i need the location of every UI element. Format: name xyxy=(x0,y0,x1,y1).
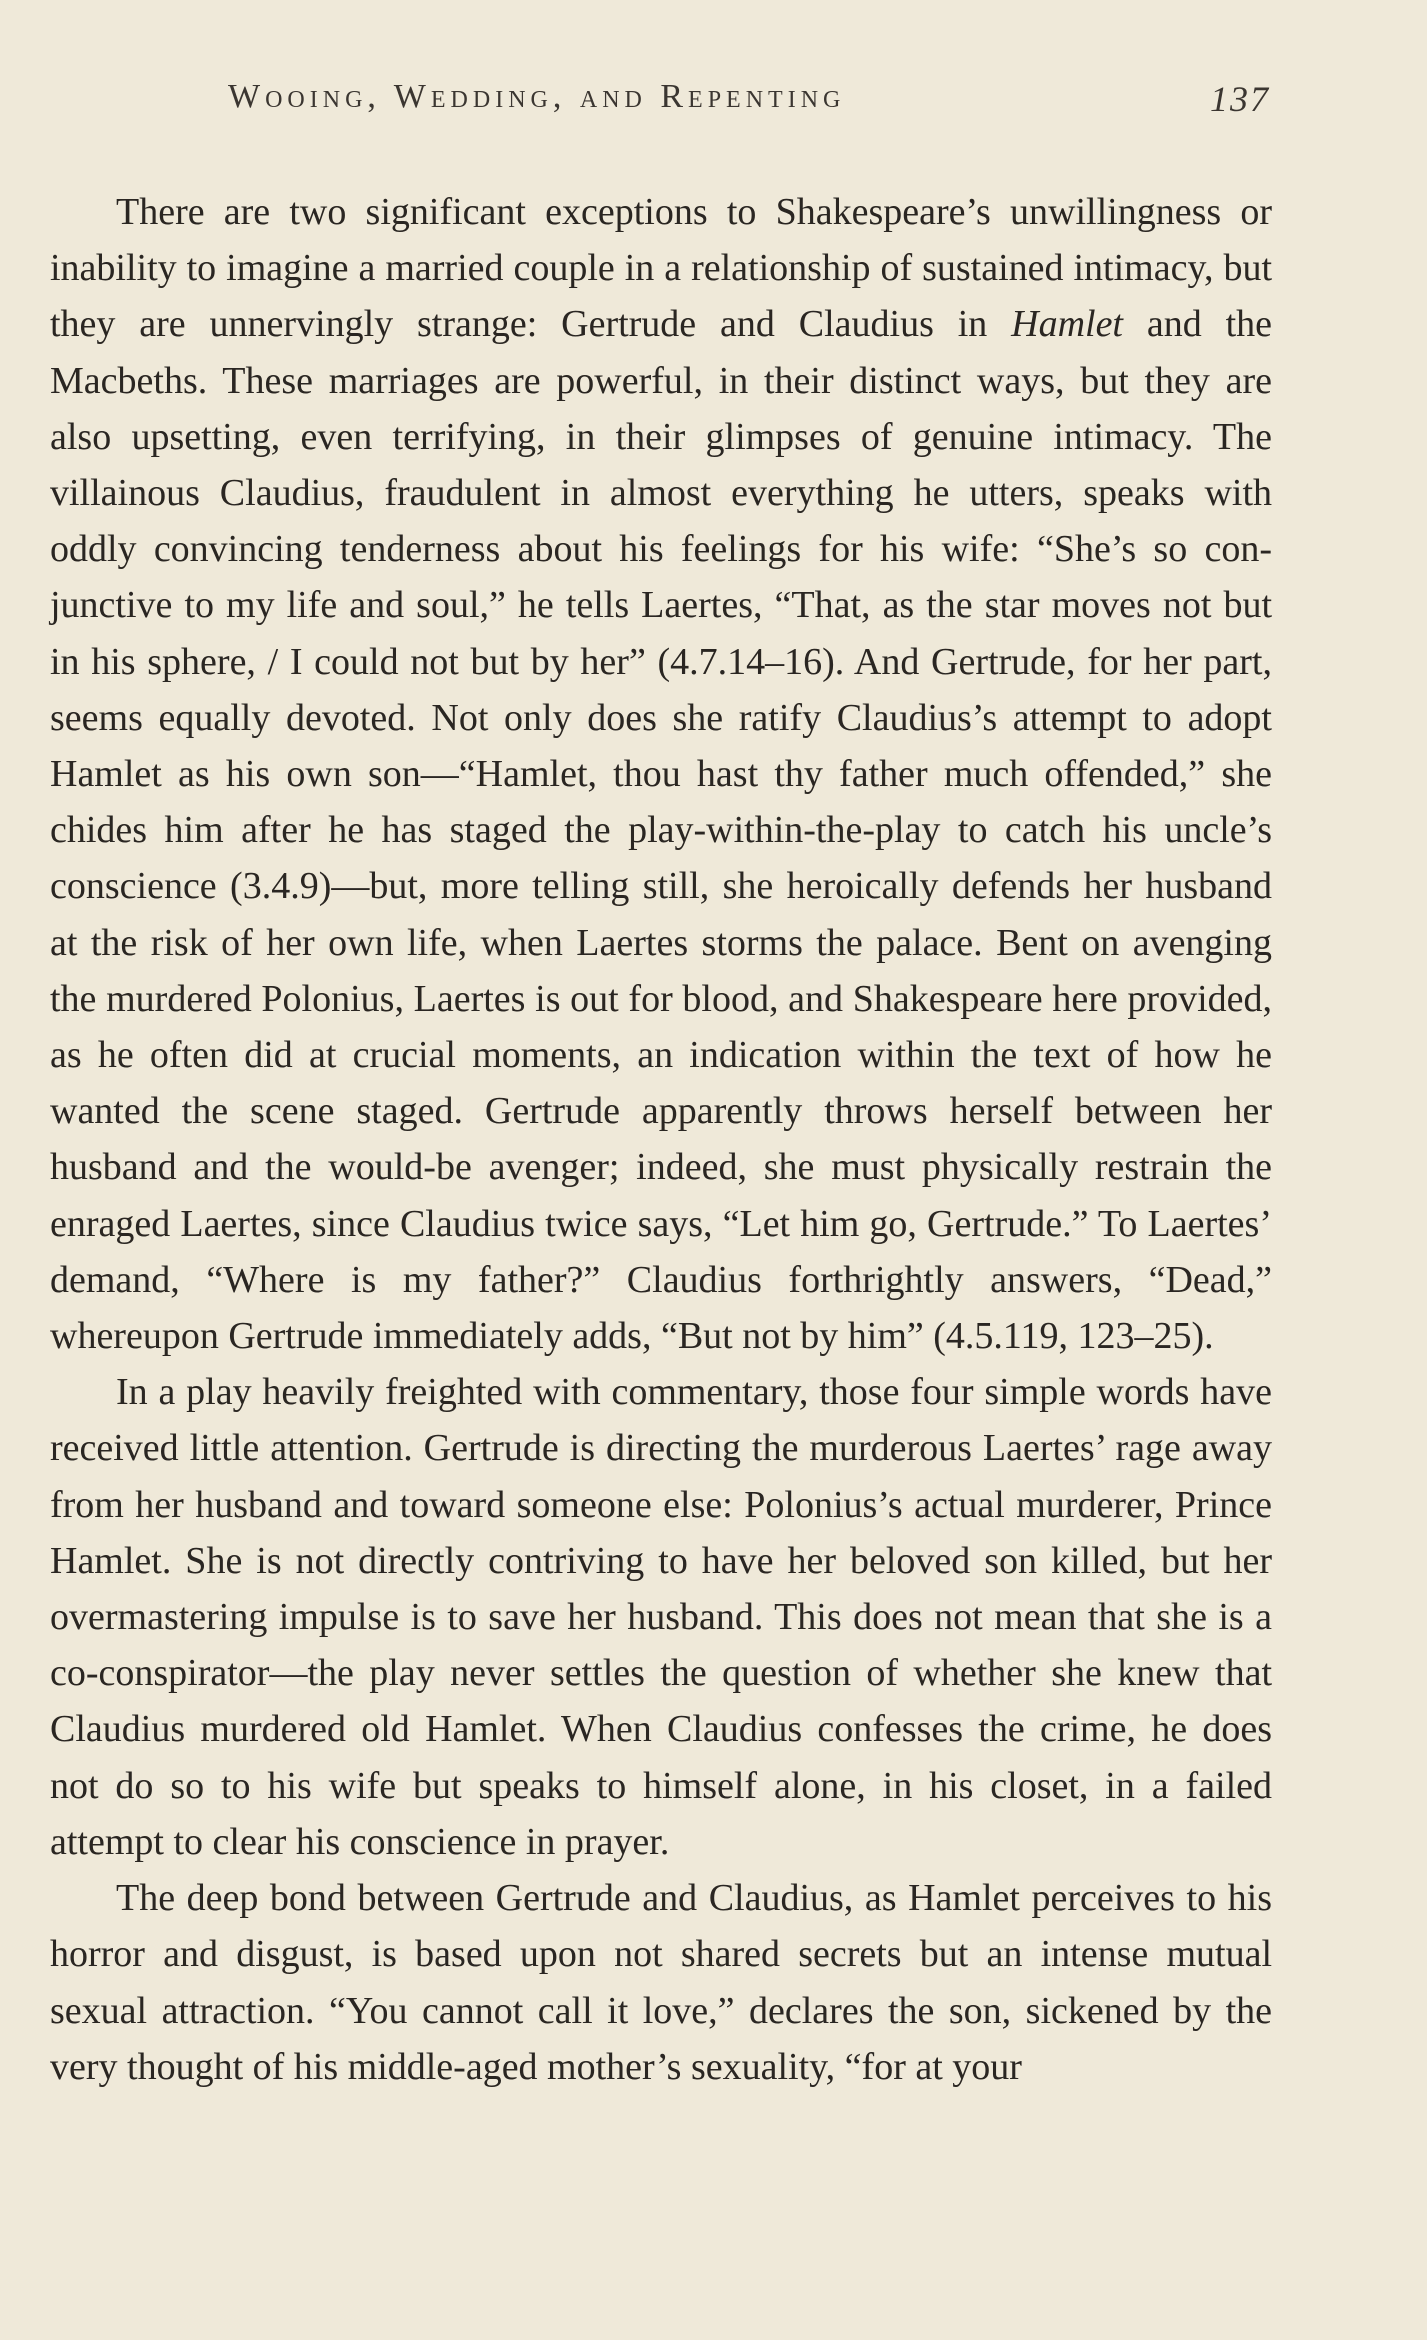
work-title-hamlet: Hamlet xyxy=(1011,303,1123,346)
running-head xyxy=(228,78,1270,128)
paragraph-1-text-b: and the Macbeths. These marriages are powerful, in their distinct ways, but they are also upsetting, even terrifying, in their glimpses of genuine intimacy. The villainous Claudius, fraudulent in almost everything he utters, speaks with oddly convincing tenderness about his feelings for his wife: “She’s so conjunctive to my life and soul,” he tells Laertes, “That, as the star moves not but in his sphere, / I could not but by her” (4.7.14–16). And Gertrude, for her part, seems equally devoted. Not only does she ratify Claudius’s attempt to adopt Hamlet as his own son—“Hamlet, thou hast thy father much offended,” she chides him after he has staged the play-within-the-play to catch his uncle’s conscience (3.4.9)—but, more telling still, she heroically defends her husband at the risk of her own life, when Laertes storms the palace. Bent on avenging the murdered Polonius, Laertes is out for blood, and Shakespeare here provided, as he often did at crucial moments, an indication within the text of how he wanted the scene staged. Gertrude apparently throws herself between her husband and the would-be avenger; indeed, she must physically restrain the enraged Laertes, since Claudius twice says, “Let him go, Gertrude.” To Laertes’ demand, “Where is my father?” Claudius forthrightly answers, “Dead,” whereupon Gertrude immediately adds, “But not by him” (4.5.119, 123–25). xyxy=(50,303,1272,1358)
paragraph-2: In a play heavily freighted with commentary, those four simple words have received little attention. Gertrude is directing the murderous Laertes’ rage away from her husband and toward someone else: Polonius’s actual murderer, Prince Hamlet. She is not directly contriving to have her beloved son killed, but her overmastering impulse is to save her husband. This does not mean that she is a co-conspirator—the play never settles the question of whether she knew that Claudius murdered old Hamlet. When Claudius confesses the crime, he does not do so to his wife but speaks to himself alone, in his closet, in a failed attempt to clear his conscience in prayer. xyxy=(50,1371,1272,1863)
running-title: Wooing, Wedding, and Repenting xyxy=(228,78,846,115)
paragraph-1 xyxy=(50,184,1272,1364)
paragraph-3: The deep bond between Gertrude and Claudius, as Hamlet perceives to his horror and disgust, is based upon not shared secrets but an intense mutual sexual attraction. “You cannot call it love,” declares the son, sickened by the very thought of his middle-aged mother’s sexuality, “for at your xyxy=(50,1877,1272,2088)
page-number: 137 xyxy=(1210,79,1270,119)
paragraph-1-text-a: There are two significant exceptions to Shakespeare’s unwillingness or inability to imagine a married couple in a relationship of sustained intimacy, but they are unnervingly strange: Gertrude and Claudius in xyxy=(50,191,1272,346)
body-text xyxy=(50,184,1272,2095)
